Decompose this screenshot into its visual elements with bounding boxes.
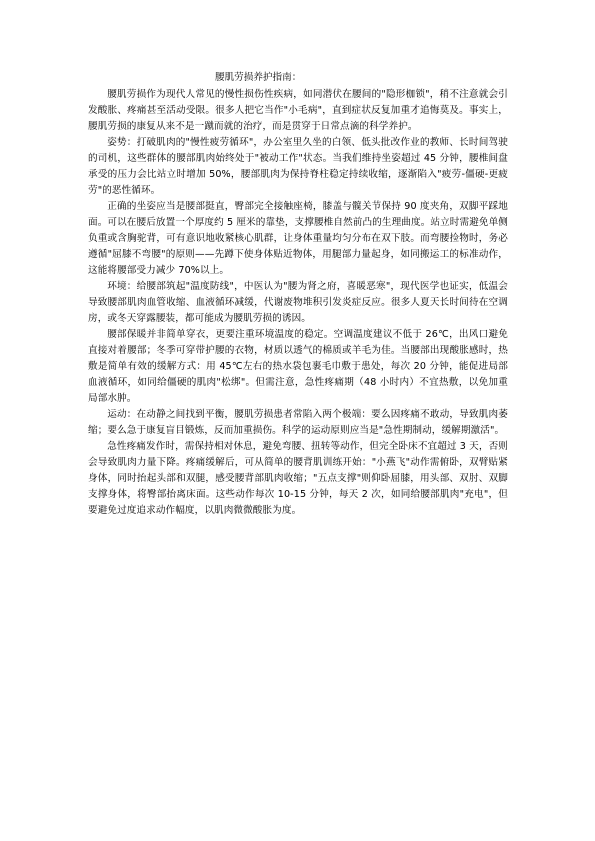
paragraph-exercise: 运动：在动静之间找到平衡，腰肌劳损患者常陷入两个极端：要么因疼痛不敢动，导致肌肉萎缩；要么急于康复盲目锻炼，反而加重损伤。科学的运动原则应当是"急性期制动，缓解期激活"。 [88,409,508,436]
document-title: 腰肌劳损养护指南： [215,72,302,83]
paragraph-warmth: 腰部保暖并非简单穿衣，更要注重环境温度的稳定。空调温度建议不低于 26℃，出风口避免直接对着腰部；冬季可穿带护腰的衣物，材质以透气的棉质或羊毛为佳。当腰部出现酸胀感时，热敷是简单有效的缓解方式：用 45℃左右的热水袋包裹毛巾敷于患处，每次 20 分钟，能促进局部血液循环，如同给僵硬的肌肉"松绑"。但需注意，急性疼痛期（48 小时内）不宜热敷，以免加重局部水肿。 [88,329,508,404]
document-page [88,70,508,519]
paragraph-posture: 姿势：打破肌肉的"慢性疲劳循环"，办公室里久坐的白领、低头批改作业的教师、长时间驾驶的司机，这些群体的腰部肌肉始终处于"被动工作"状态。当我们维持坐姿超过 45 分钟，腰椎间盘承受的压力会比站立时增加 50%，腰部肌肉为保持脊柱稳定持续收缩，逐渐陷入"疲劳-僵硬-更疲劳"的恶性循环。 [88,137,508,196]
paragraph-environment: 环境：给腰部筑起"温度防线"，中医认为"腰为肾之府，喜暖恶寒"，现代医学也证实，低温会导致腰部肌肉血管收缩、血液循环减缓，代谢废物堆积引发炎症反应。很多人夏天长时间待在空调房，或冬天穿露腰装，都可能成为腰肌劳损的诱因。 [88,281,508,324]
paragraph-correct-posture: 正确的坐姿应当是腰部挺直，臀部完全接触座椅，膝盖与髋关节保持 90 度夹角，双脚平踩地面。可以在腰后放置一个厚度约 5 厘米的靠垫，支撑腰椎自然前凸的生理曲度。站立时需避免单侧负重或含胸驼背，可有意识地收紧核心肌群，让身体重量均匀分布在双下肢。而弯腰捡物时，务必遵循"屈膝不弯腰"的原则——先蹲下使身体贴近物体，用腿部力量起身，如同搬运工的标准动作，这能将腰部受力减少 70%以上。 [88,201,508,276]
paragraph-intro: 腰肌劳损作为现代人常见的慢性损伤性疾病，如同潜伏在腰间的"隐形枷锁"，稍不注意就会引发酸胀、疼痛甚至活动受限。很多人把它当作"小毛病"，直到症状反复加重才追悔莫及。事实上，腰肌劳损的康复从来不是一蹴而就的治疗，而是贯穿于日常点滴的科学养护。 [88,89,508,132]
paragraph-acute-phase: 急性疼痛发作时，需保持相对休息，避免弯腰、扭转等动作，但完全卧床不宜超过 3 天，否则会导致肌肉力量下降。疼痛缓解后，可从简单的腰背肌训练开始："小燕飞"动作需俯卧，双臂贴紧身体，同时抬起头部和双腿，感受腰背部肌肉收缩；"五点支撑"则仰卧屈膝，用头部、双肘、双脚支撑身体，将臀部抬离床面。这些动作每次 10-15 分钟，每天 2 次，如同给腰部肌肉"充电"，但要避免过度追求动作幅度，以肌肉微微酸胀为度。 [88,441,508,516]
